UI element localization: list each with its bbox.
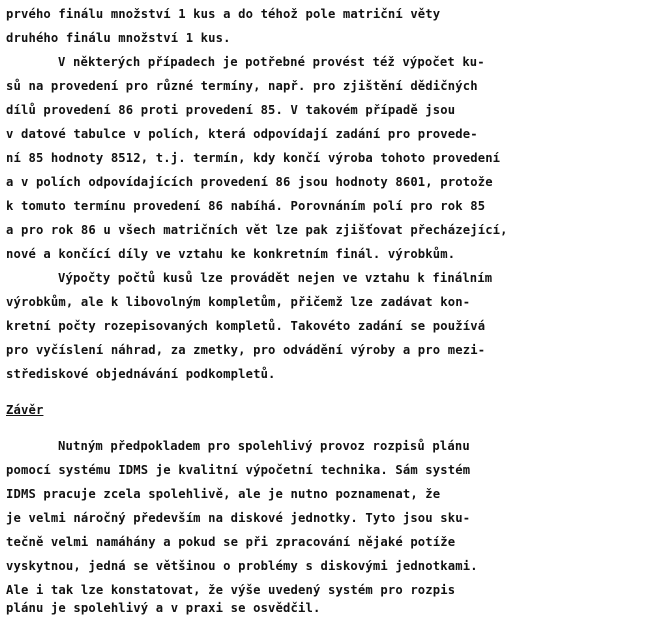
text-line: výrobkům, ale k libovolným kompletům, přičemž lze zadávat kon- [6, 295, 471, 309]
text-line: IDMS pracuje zcela spolehlivě, ale je nutno poznamenat, že [6, 487, 441, 501]
text-line: v datové tabulce v polích, která odpovídají zadání pro provede- [6, 127, 478, 141]
text-line: nové a končící díly ve vztahu ke konkretním finál. výrobkům. [6, 247, 456, 261]
text-line: a pro rok 86 u všech matričních vět lze pak zjišťovat přecházející, [6, 223, 508, 237]
text-line: vyskytnou, jedná se většinou o problémy s diskovými jednotkami. [6, 559, 478, 573]
text-line: Ale i tak lze konstatovat, že výše uvedený systém pro rozpis [6, 583, 456, 597]
text-line: dílů provedení 86 proti provedení 85. V takovém případě jsou [6, 103, 456, 117]
text-line: kretní počty rozepisovaných kompletů. Takovéto zadání se používá [6, 319, 486, 333]
text-line: plánu je spolehlivý a v praxi se osvědčil. [6, 601, 321, 615]
text-line: je velmi náročný především na diskové jednotky. Tyto jsou sku- [6, 511, 471, 525]
text-line: V některých případech je potřebné provést též výpočet ku- [58, 55, 485, 69]
text-line: druhého finálu množství 1 kus. [6, 31, 231, 45]
text-line: Výpočty počtů kusů lze provádět nejen ve vztahu k finálním [58, 271, 493, 285]
text-line: pomocí systému IDMS je kvalitní výpočetní technika. Sám systém [6, 463, 471, 477]
text-line: tečně velmi namáhány a pokud se při zpracování nějaké potíže [6, 535, 456, 549]
text-line: prvého finálu množství 1 kus a do téhož pole matriční věty [6, 7, 441, 21]
text-line: Nutným předpokladem pro spolehlivý provoz rozpisů plánu [58, 439, 470, 453]
text-line: sů na provedení pro různé termíny, např. pro zjištění dědičných [6, 79, 478, 93]
text-line: střediskové objednávání podkompletů. [6, 367, 276, 381]
text-line: a v polích odpovídajících provedení 86 jsou hodnoty 8601, protože [6, 175, 493, 189]
text-line: ní 85 hodnoty 8512, t.j. termín, kdy končí výroba tohoto provedení [6, 151, 501, 165]
text-line: k tomuto termínu provedení 86 nabíhá. Porovnáním polí pro rok 85 [6, 199, 486, 213]
text-line: pro vyčíslení náhrad, za zmetky, pro odvádění výroby a pro mezi- [6, 343, 486, 357]
section-heading: Závěr [6, 403, 44, 417]
